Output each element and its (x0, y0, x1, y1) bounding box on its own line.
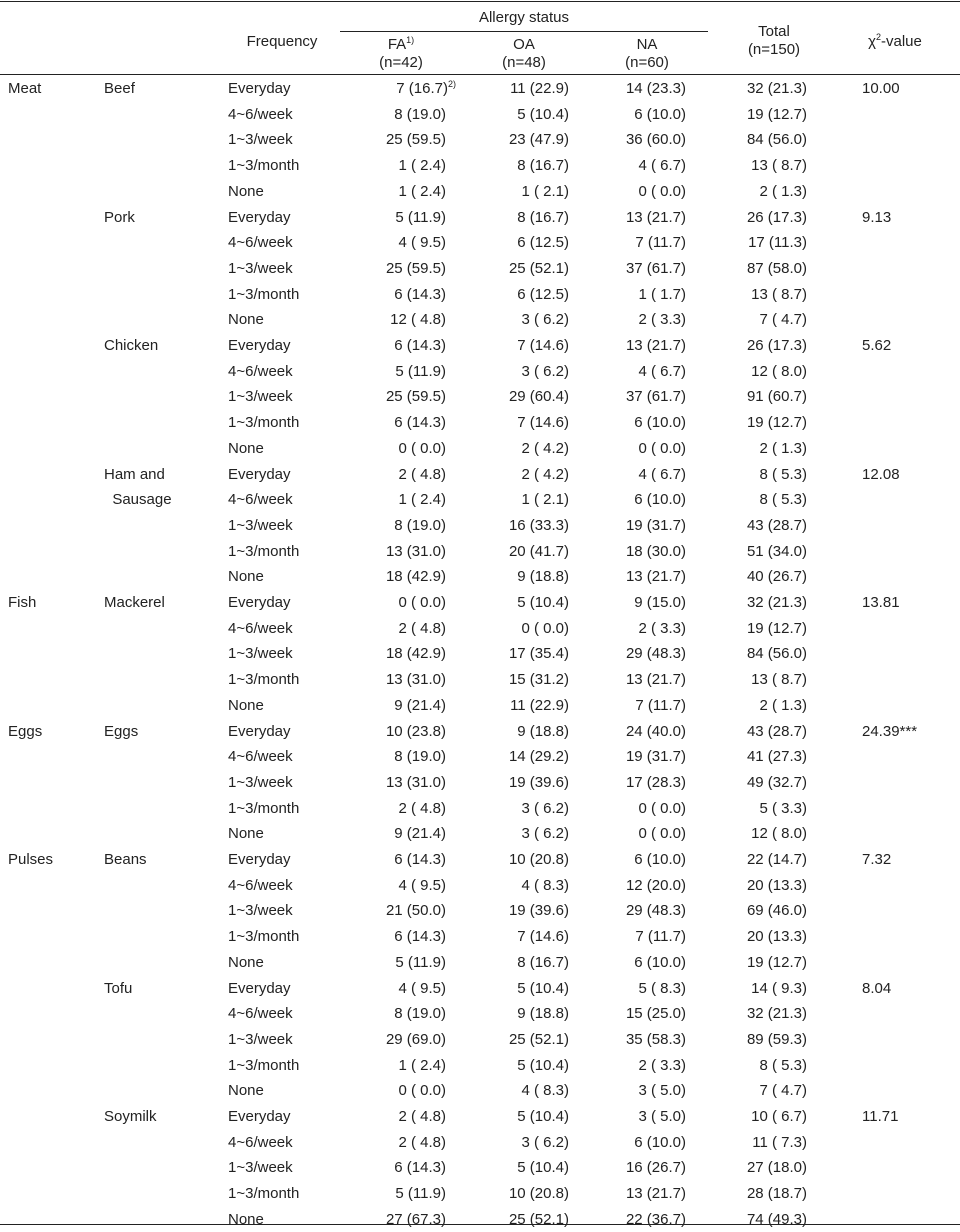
cell-na: 16 (26.7) (625, 1159, 686, 1176)
cell-na: 17 (28.3) (625, 774, 686, 791)
cell-fa: 8 (19.0) (394, 1005, 446, 1022)
cell-oa: 17 (35.4) (508, 645, 569, 662)
cell-freq: None (228, 1211, 264, 1228)
cell-oa: 5 (10.4) (517, 980, 569, 997)
cell-oa: 9 (18.8) (517, 568, 569, 585)
cell-total: 2 ( 1.3) (759, 440, 807, 457)
header-allergy-status: Allergy status (478, 9, 570, 26)
cell-total: 19 (12.7) (746, 414, 807, 431)
value-footnote: 2) (447, 79, 456, 89)
cell-fa: 5 (11.9) (395, 1185, 446, 1202)
cell-na: 0 ( 0.0) (638, 825, 686, 842)
cell-na: 36 (60.0) (625, 131, 686, 148)
cell-chi: 11.71 (862, 1108, 899, 1125)
header-oa-n: (n=48) (502, 54, 546, 71)
cell-na: 6 (10.0) (634, 954, 686, 971)
cell-oa: 8 (16.7) (517, 157, 569, 174)
cell-fa: 8 (19.0) (394, 106, 446, 123)
cell-na: 6 (10.0) (634, 414, 686, 431)
cell-oa: 3 ( 6.2) (521, 800, 569, 817)
cell-oa: 19 (39.6) (508, 902, 569, 919)
header-chi-symbol: χ (868, 33, 876, 50)
header-na: NA (636, 36, 658, 53)
cell-na: 0 ( 0.0) (638, 440, 686, 457)
cell-freq: 1~3/month (228, 928, 300, 945)
cell-oa: 23 (47.9) (508, 131, 569, 148)
cell-fa: 21 (50.0) (385, 902, 446, 919)
cell-total: 19 (12.7) (746, 954, 807, 971)
cell-fa: 13 (31.0) (385, 774, 446, 791)
header-total-n: (n=150) (747, 41, 801, 58)
cell-total: 8 ( 5.3) (759, 491, 807, 508)
cell-oa: 5 (10.4) (517, 594, 569, 611)
cell-freq: 4~6/week (228, 1005, 293, 1022)
cell-fa: 2 ( 4.8) (398, 1134, 446, 1151)
header-oa: OA (513, 36, 535, 53)
cell-oa: 1 ( 2.1) (521, 183, 569, 200)
header-total: Total (758, 23, 790, 40)
cell-freq: 4~6/week (228, 491, 293, 508)
cell-freq: 1~3/month (228, 1185, 300, 1202)
cell-freq: 1~3/month (228, 157, 300, 174)
cell-na: 7 (11.7) (635, 928, 686, 945)
cell-fa: 2 ( 4.8) (398, 800, 446, 817)
cell-oa: 4 ( 8.3) (521, 1082, 569, 1099)
cell-fa: 13 (31.0) (385, 543, 446, 560)
cell-na: 0 ( 0.0) (638, 183, 686, 200)
cell-freq: 1~3/week (228, 902, 293, 919)
cell-freq: Everyday (228, 1108, 291, 1125)
cell-na: 3 ( 5.0) (638, 1082, 686, 1099)
cell-freq: 1~3/week (228, 1159, 293, 1176)
cell-oa: 8 (16.7) (517, 209, 569, 226)
header-fa-label: FA (387, 36, 407, 53)
cell-total: 43 (28.7) (746, 723, 807, 740)
cell-oa: 14 (29.2) (508, 748, 569, 765)
cell-na: 29 (48.3) (625, 645, 686, 662)
cell-fa: 4 ( 9.5) (398, 980, 446, 997)
cell-na: 4 ( 6.7) (638, 363, 686, 380)
cell-oa: 25 (52.1) (508, 1031, 569, 1048)
cell-fa: 6 (14.3) (394, 337, 446, 354)
cell-total: 89 (59.3) (746, 1031, 807, 1048)
cell-oa: 11 (22.9) (510, 80, 569, 97)
cell-fa: 2 ( 4.8) (398, 1108, 446, 1125)
cell-na: 22 (36.7) (625, 1211, 686, 1228)
cell-freq: 1~3/month (228, 286, 300, 303)
cell-total: 5 ( 3.3) (759, 800, 807, 817)
cell-freq: Everyday (228, 337, 291, 354)
cell-na: 24 (40.0) (625, 723, 686, 740)
cell-oa: 2 ( 4.2) (521, 440, 569, 457)
cell-na: 4 ( 6.7) (638, 157, 686, 174)
cell-fa: 13 (31.0) (385, 671, 446, 688)
cell-freq: Everyday (228, 723, 291, 740)
cell-na: 2 ( 3.3) (638, 620, 686, 637)
cell-na: 6 (10.0) (634, 1134, 686, 1151)
cell-oa: 0 ( 0.0) (521, 620, 569, 637)
cell-total: 7 ( 4.7) (759, 311, 807, 328)
cell-freq: 4~6/week (228, 877, 293, 894)
cell-fa: 2 ( 4.8) (398, 620, 446, 637)
cell-total: 32 (21.3) (746, 594, 807, 611)
cell-freq: 4~6/week (228, 363, 293, 380)
cell-total: 49 (32.7) (746, 774, 807, 791)
cell-oa: 16 (33.3) (508, 517, 569, 534)
cell-freq: None (228, 568, 264, 585)
cell-food: Beef (104, 80, 135, 97)
cell-total: 87 (58.0) (746, 260, 807, 277)
cell-freq: Everyday (228, 594, 291, 611)
cell-fa: 1 ( 2.4) (398, 491, 446, 508)
cell-fa: 27 (67.3) (385, 1211, 446, 1228)
cell-na: 3 ( 5.0) (638, 1108, 686, 1125)
cell-fa: 8 (19.0) (394, 517, 446, 534)
cell-freq: None (228, 954, 264, 971)
cell-freq: None (228, 311, 264, 328)
top-rule (0, 1, 960, 2)
cell-na: 15 (25.0) (625, 1005, 686, 1022)
cell-total: 32 (21.3) (746, 1005, 807, 1022)
cell-fa: 12 ( 4.8) (390, 311, 446, 328)
cell-freq: None (228, 1082, 264, 1099)
cell-group: Fish (8, 594, 37, 611)
cell-fa: 1 ( 2.4) (398, 157, 446, 174)
cell-fa: 25 (59.5) (385, 260, 446, 277)
allergy-status-rule (340, 31, 708, 32)
cell-total: 41 (27.3) (746, 748, 807, 765)
cell-total: 10 ( 6.7) (751, 1108, 807, 1125)
cell-freq: Everyday (228, 80, 291, 97)
cell-total: 28 (18.7) (746, 1185, 807, 1202)
cell-na: 29 (48.3) (625, 902, 686, 919)
cell-freq: None (228, 183, 264, 200)
cell-total: 84 (56.0) (746, 645, 807, 662)
cell-freq: 4~6/week (228, 1134, 293, 1151)
cell-freq: 1~3/week (228, 131, 293, 148)
cell-fa: 4 ( 9.5) (398, 877, 446, 894)
cell-na: 9 (15.0) (634, 594, 686, 611)
cell-food: Sausage (104, 491, 172, 508)
cell-total: 32 (21.3) (746, 80, 807, 97)
cell-total: 14 ( 9.3) (751, 980, 807, 997)
cell-freq: 1~3/week (228, 517, 293, 534)
cell-total: 26 (17.3) (746, 209, 807, 226)
cell-oa: 29 (60.4) (508, 388, 569, 405)
cell-fa: 0 ( 0.0) (398, 1082, 446, 1099)
cell-freq: 4~6/week (228, 234, 293, 251)
header-frequency: Frequency (246, 33, 318, 50)
cell-fa: 5 (11.9) (395, 209, 446, 226)
cell-freq: 1~3/month (228, 800, 300, 817)
cell-total: 13 ( 8.7) (751, 671, 807, 688)
cell-oa: 1 ( 2.1) (521, 491, 569, 508)
cell-chi: 12.08 (862, 466, 900, 483)
cell-na: 7 (11.7) (635, 234, 686, 251)
cell-fa: 18 (42.9) (385, 645, 446, 662)
cell-na: 18 (30.0) (625, 543, 686, 560)
header-chi-square (840, 33, 950, 51)
cell-na: 19 (31.7) (625, 517, 686, 534)
header-na-n: (n=60) (625, 54, 669, 71)
cell-freq: None (228, 440, 264, 457)
cell-fa: 5 (11.9) (395, 363, 446, 380)
cell-total: 17 (11.3) (748, 234, 807, 251)
cell-na: 4 ( 6.7) (638, 466, 686, 483)
cell-na: 13 (21.7) (625, 671, 686, 688)
cell-oa: 10 (20.8) (508, 1185, 569, 1202)
cell-fa: 6 (14.3) (394, 286, 446, 303)
cell-total: 8 ( 5.3) (759, 466, 807, 483)
cell-fa: 10 (23.8) (385, 723, 446, 740)
cell-fa: 25 (59.5) (385, 131, 446, 148)
cell-oa: 2 ( 4.2) (521, 466, 569, 483)
cell-na: 6 (10.0) (634, 491, 686, 508)
cell-na: 0 ( 0.0) (638, 800, 686, 817)
cell-oa: 5 (10.4) (517, 106, 569, 123)
cell-fa: 6 (14.3) (394, 1159, 446, 1176)
cell-oa: 8 (16.7) (517, 954, 569, 971)
cell-freq: 4~6/week (228, 620, 293, 637)
cell-total: 40 (26.7) (746, 568, 807, 585)
cell-na: 13 (21.7) (625, 209, 686, 226)
cell-fa: 0 ( 0.0) (398, 440, 446, 457)
cell-total: 69 (46.0) (746, 902, 807, 919)
cell-freq: 4~6/week (228, 748, 293, 765)
cell-freq: 1~3/month (228, 414, 300, 431)
cell-fa: 6 (14.3) (394, 928, 446, 945)
cell-freq: Everyday (228, 466, 291, 483)
cell-total: 8 ( 5.3) (759, 1057, 807, 1074)
cell-oa: 6 (12.5) (517, 234, 569, 251)
cell-oa: 5 (10.4) (517, 1057, 569, 1074)
cell-freq: Everyday (228, 980, 291, 997)
cell-oa: 11 (22.9) (510, 697, 569, 714)
cell-group: Pulses (8, 851, 54, 868)
cell-na: 1 ( 1.7) (638, 286, 686, 303)
cell-total: 84 (56.0) (746, 131, 807, 148)
cell-oa: 5 (10.4) (517, 1108, 569, 1125)
cell-total: 19 (12.7) (746, 620, 807, 637)
cell-total: 2 ( 1.3) (759, 697, 807, 714)
cell-food: Pork (104, 209, 135, 226)
cell-oa: 3 ( 6.2) (521, 311, 569, 328)
cell-oa: 10 (20.8) (508, 851, 569, 868)
cell-na: 19 (31.7) (625, 748, 686, 765)
cell-oa: 15 (31.2) (508, 671, 569, 688)
cell-total: 13 ( 8.7) (751, 157, 807, 174)
cell-fa: 6 (14.3) (394, 414, 446, 431)
cell-freq: None (228, 825, 264, 842)
cell-total: 22 (14.7) (746, 851, 807, 868)
cell-oa: 7 (14.6) (517, 928, 569, 945)
cell-fa: 18 (42.9) (385, 568, 446, 585)
cell-oa: 4 ( 8.3) (521, 877, 569, 894)
cell-oa: 20 (41.7) (508, 543, 569, 560)
cell-na: 5 ( 8.3) (638, 980, 686, 997)
cell-total: 43 (28.7) (746, 517, 807, 534)
cell-na: 37 (61.7) (625, 388, 686, 405)
cell-fa: 9 (21.4) (394, 697, 446, 714)
header-fa (340, 36, 462, 54)
cell-fa: 29 (69.0) (385, 1031, 446, 1048)
cell-freq: 1~3/week (228, 260, 293, 277)
cell-oa: 5 (10.4) (517, 1159, 569, 1176)
cell-food: Eggs (104, 723, 139, 740)
cell-na: 13 (21.7) (625, 337, 686, 354)
cell-oa: 7 (14.6) (517, 337, 569, 354)
cell-total: 27 (18.0) (746, 1159, 807, 1176)
cell-fa: 7 $(16.7)^{2)}$ (396, 79, 456, 97)
cell-oa: 9 (18.8) (517, 723, 569, 740)
header-bottom-rule (0, 74, 960, 75)
cell-oa: 3 ( 6.2) (521, 1134, 569, 1151)
cell-oa: 9 (18.8) (517, 1005, 569, 1022)
cell-oa: 25 (52.1) (508, 1211, 569, 1228)
cell-freq: 1~3/week (228, 774, 293, 791)
cell-total: 12 ( 8.0) (751, 363, 807, 380)
cell-oa: 3 ( 6.2) (521, 825, 569, 842)
cell-fa: 2 ( 4.8) (398, 466, 446, 483)
cell-total: 13 ( 8.7) (751, 286, 807, 303)
cell-total: 12 ( 8.0) (751, 825, 807, 842)
cell-food: Tofu (104, 980, 133, 997)
cell-na: 14 (23.3) (625, 80, 686, 97)
cell-chi: 13.81 (862, 594, 900, 611)
cell-chi: 8.04 (862, 980, 892, 997)
cell-na: 12 (20.0) (625, 877, 686, 894)
cell-group: Eggs (8, 723, 43, 740)
cell-oa: 25 (52.1) (508, 260, 569, 277)
cell-fa: 5 (11.9) (395, 954, 446, 971)
cell-freq: Everyday (228, 851, 291, 868)
cell-na: 13 (21.7) (625, 1185, 686, 1202)
cell-na: 2 ( 3.3) (638, 311, 686, 328)
cell-oa: 3 ( 6.2) (521, 363, 569, 380)
cell-na: 7 (11.7) (635, 697, 686, 714)
cell-na: 2 ( 3.3) (638, 1057, 686, 1074)
cell-total: 51 (34.0) (746, 543, 807, 560)
cell-food: Ham and (104, 466, 165, 483)
cell-na: 13 (21.7) (625, 568, 686, 585)
cell-fa: 0 ( 0.0) (398, 594, 446, 611)
cell-freq: 1~3/month (228, 543, 300, 560)
cell-oa: 6 (12.5) (517, 286, 569, 303)
cell-freq: 1~3/week (228, 1031, 293, 1048)
header-chi-superscript: 2 (876, 32, 882, 42)
header-chi-suffix: -value (881, 33, 922, 50)
cell-freq: 1~3/month (228, 671, 300, 688)
cell-na: 6 (10.0) (634, 851, 686, 868)
cell-fa: 9 (21.4) (394, 825, 446, 842)
cell-total: 11 ( 7.3) (752, 1134, 807, 1151)
cell-freq: 1~3/month (228, 1057, 300, 1074)
cell-na: 6 (10.0) (634, 106, 686, 123)
header-fa-footnote: 1) (406, 35, 415, 45)
cell-food: Mackerel (104, 594, 165, 611)
cell-freq: 1~3/week (228, 388, 293, 405)
cell-total: 20 (13.3) (746, 928, 807, 945)
cell-freq: 4~6/week (228, 106, 293, 123)
cell-fa: 1 ( 2.4) (398, 1057, 446, 1074)
cell-chi: 10.00 (862, 80, 900, 97)
cell-fa: 8 (19.0) (394, 748, 446, 765)
cell-fa: 6 (14.3) (394, 851, 446, 868)
cell-oa: 7 (14.6) (517, 414, 569, 431)
cell-fa: 1 ( 2.4) (398, 183, 446, 200)
cell-chi: 5.62 (862, 337, 892, 354)
cell-food: Soymilk (104, 1108, 157, 1125)
cell-chi: 24.39*** (862, 723, 918, 740)
cell-freq: 1~3/week (228, 645, 293, 662)
header-fa-n: (n=42) (379, 54, 423, 71)
cell-chi: 7.32 (862, 851, 892, 868)
cell-na: 37 (61.7) (625, 260, 686, 277)
cell-food: Beans (104, 851, 147, 868)
cell-chi: 9.13 (862, 209, 892, 226)
cell-food: Chicken (104, 337, 159, 354)
cell-total: 7 ( 4.7) (759, 1082, 807, 1099)
cell-fa: 4 ( 9.5) (398, 234, 446, 251)
cell-total: 91 (60.7) (746, 388, 807, 405)
cell-total: 19 (12.7) (746, 106, 807, 123)
cell-total: 74 (49.3) (746, 1211, 807, 1228)
cell-oa: 19 (39.6) (508, 774, 569, 791)
cell-total: 20 (13.3) (746, 877, 807, 894)
cell-total: 2 ( 1.3) (759, 183, 807, 200)
cell-group: Meat (8, 80, 42, 97)
cell-freq: None (228, 697, 264, 714)
cell-na: 35 (58.3) (625, 1031, 686, 1048)
cell-total: 26 (17.3) (746, 337, 807, 354)
cell-fa: 25 (59.5) (385, 388, 446, 405)
cell-freq: Everyday (228, 209, 291, 226)
